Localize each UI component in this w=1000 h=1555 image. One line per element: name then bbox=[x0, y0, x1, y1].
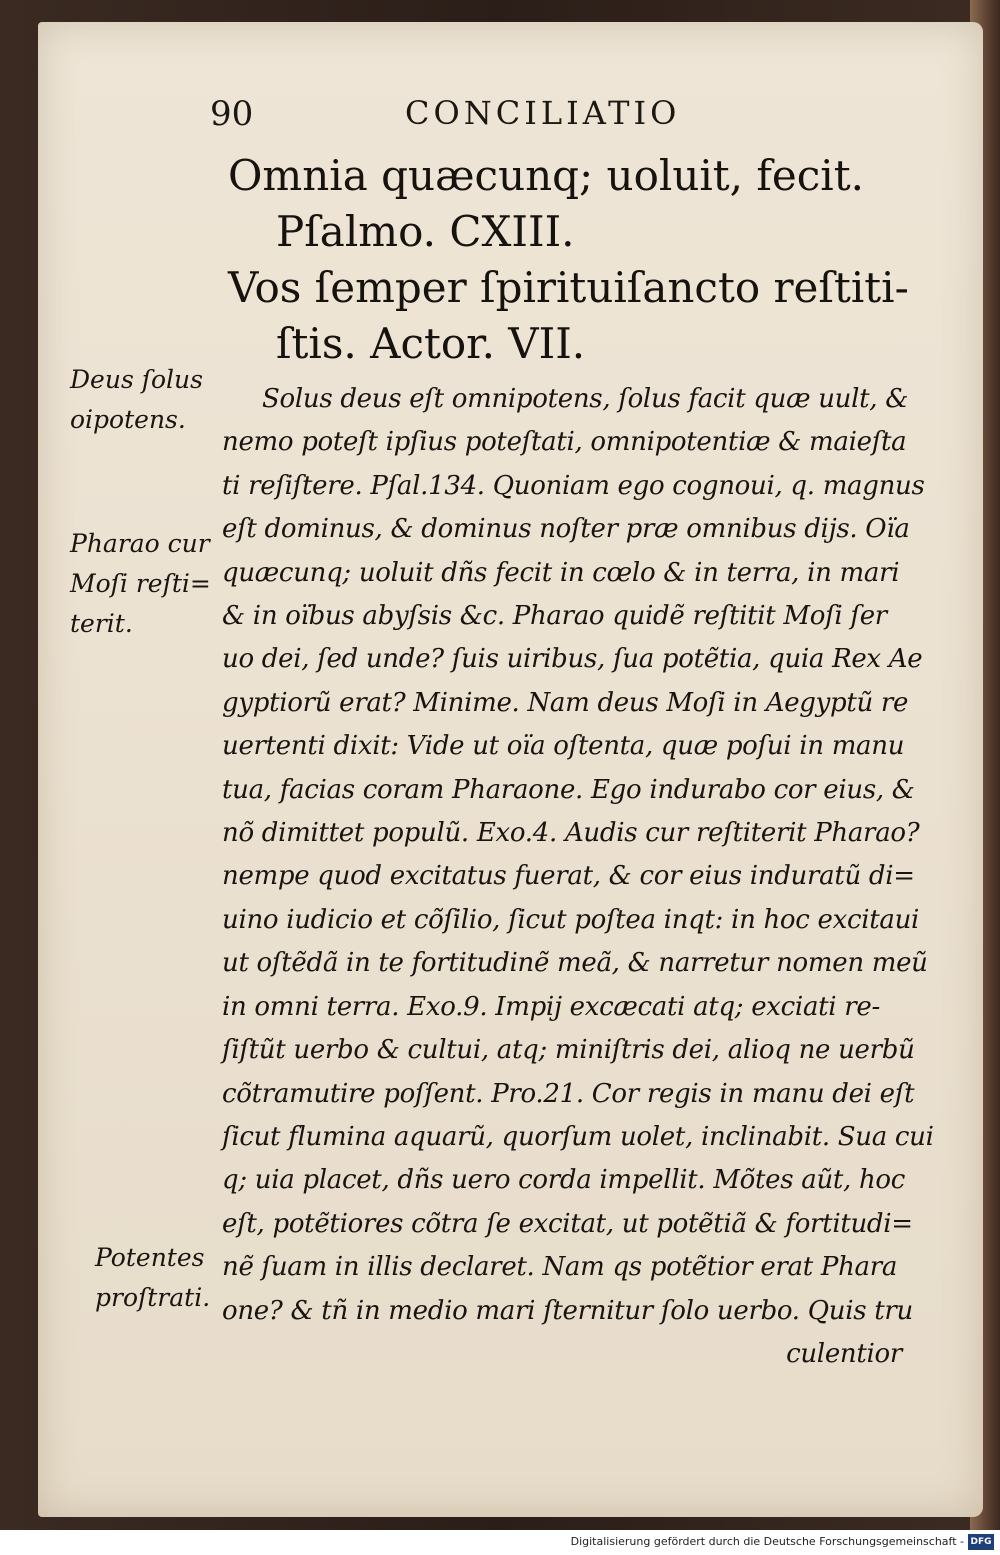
body-line: uertenti dixit: Vide ut oïa oſtenta, quæ poſui in manu bbox=[222, 731, 905, 762]
heading-block bbox=[228, 148, 948, 372]
margin-note bbox=[70, 360, 220, 440]
margin-note-line: Moſi reſti= bbox=[70, 569, 211, 598]
dfg-logo: DFG bbox=[968, 1534, 994, 1550]
body-line: quæcunq; uoluit dñs fecit in cœlo & in terra, in mari bbox=[222, 557, 900, 588]
body-line: uo dei, ſed unde? ſuis uiribus, ſua potẽtia, quia Rex Ae bbox=[222, 644, 923, 675]
catchword: culentior bbox=[786, 1338, 902, 1369]
body-line: ti reſiſtere. Pſal.134. Quoniam ego cognoui, q. magnus bbox=[222, 470, 925, 501]
margin-note bbox=[70, 524, 220, 644]
margin-note-line: oipotens. bbox=[70, 405, 186, 434]
body-line: uino iudicio et cõſilio, ſicut poſtea inqt: in hoc excitaui bbox=[222, 904, 920, 935]
heading-line: Vos ſemper ſpirituiſancto reſtiti- bbox=[228, 263, 909, 312]
running-title: CONCILIATIO bbox=[405, 94, 681, 132]
body-line: & in oïbus abyſsis &c. Pharao quidẽ reſtitit Moſi ſer bbox=[222, 601, 887, 632]
body-line: eſt, potẽtiores cõtra ſe excitat, ut potẽtiã & fortitudi= bbox=[222, 1208, 913, 1239]
body-line: nemo poteſt ipſius poteſtati, omnipotentiæ & maieſta bbox=[222, 427, 907, 458]
margin-note-line: proſtrati. bbox=[95, 1283, 211, 1312]
body-text bbox=[222, 378, 934, 1376]
margin-note-line: Potentes bbox=[95, 1243, 205, 1272]
body-line: eſt dominus, & dominus noſter præ omnibus dijs. Oïa bbox=[222, 514, 910, 545]
margin-note-line: Pharao cur bbox=[70, 529, 210, 558]
body-line: cõtramutire poſſent. Pro.21. Cor regis in manu dei eſt bbox=[222, 1078, 915, 1109]
page-number: 90 bbox=[210, 94, 254, 134]
margin-note-line: Deus ſolus bbox=[70, 365, 203, 394]
body-line: ut oſtẽdã in te fortitudinẽ meã, & narretur nomen meũ bbox=[222, 948, 928, 979]
heading-line: Omnia quæcunq; uoluit, fecit. bbox=[228, 151, 864, 200]
body-line: gyptiorũ erat? Minime. Nam deus Moſi in Aegyptũ re bbox=[222, 687, 909, 718]
body-line: tua, facias coram Pharaone. Ego indurabo cor eius, & bbox=[222, 774, 915, 805]
body-line: q; uia placet, dñs uero corda impellit. Mõtes aũt, hoc bbox=[222, 1165, 906, 1196]
body-line: in omni terra. Exo.9. Impij excæcati atq; exciati re- bbox=[222, 991, 880, 1022]
funding-notice: Digitalisierung gefördert durch die Deutsche Forschungsgemeinschaft - bbox=[570, 1535, 964, 1548]
margin-note-line: terit. bbox=[70, 609, 133, 638]
body-line: one? & tñ in medio mari ſternitur ſolo uerbo. Quis tru bbox=[222, 1295, 913, 1326]
running-head bbox=[210, 94, 810, 138]
body-line: ſicut flumina aquarũ, quorſum uolet, inclinabit. Sua cui bbox=[222, 1121, 934, 1152]
body-line: nempe quod excitatus fuerat, & cor eius induratũ di= bbox=[222, 861, 915, 892]
body-line: nẽ ſuam in illis declaret. Nam qs potẽtior erat Phara bbox=[222, 1252, 898, 1283]
body-line: Solus deus eſt omnipotens, ſolus facit quæ uult, & bbox=[262, 384, 909, 414]
heading-line: Pſalmo. CXIII. bbox=[276, 207, 575, 256]
body-line: nõ dimittet populũ. Exo.4. Audis cur reſtiterit Pharao? bbox=[222, 818, 920, 849]
body-line: ſiſtũt uerbo & cultui, atq; miniſtris dei, alioq ne uerbũ bbox=[222, 1035, 915, 1066]
heading-line: ſtis. Actor. VII. bbox=[276, 319, 586, 368]
footer-bar bbox=[0, 1530, 1000, 1555]
